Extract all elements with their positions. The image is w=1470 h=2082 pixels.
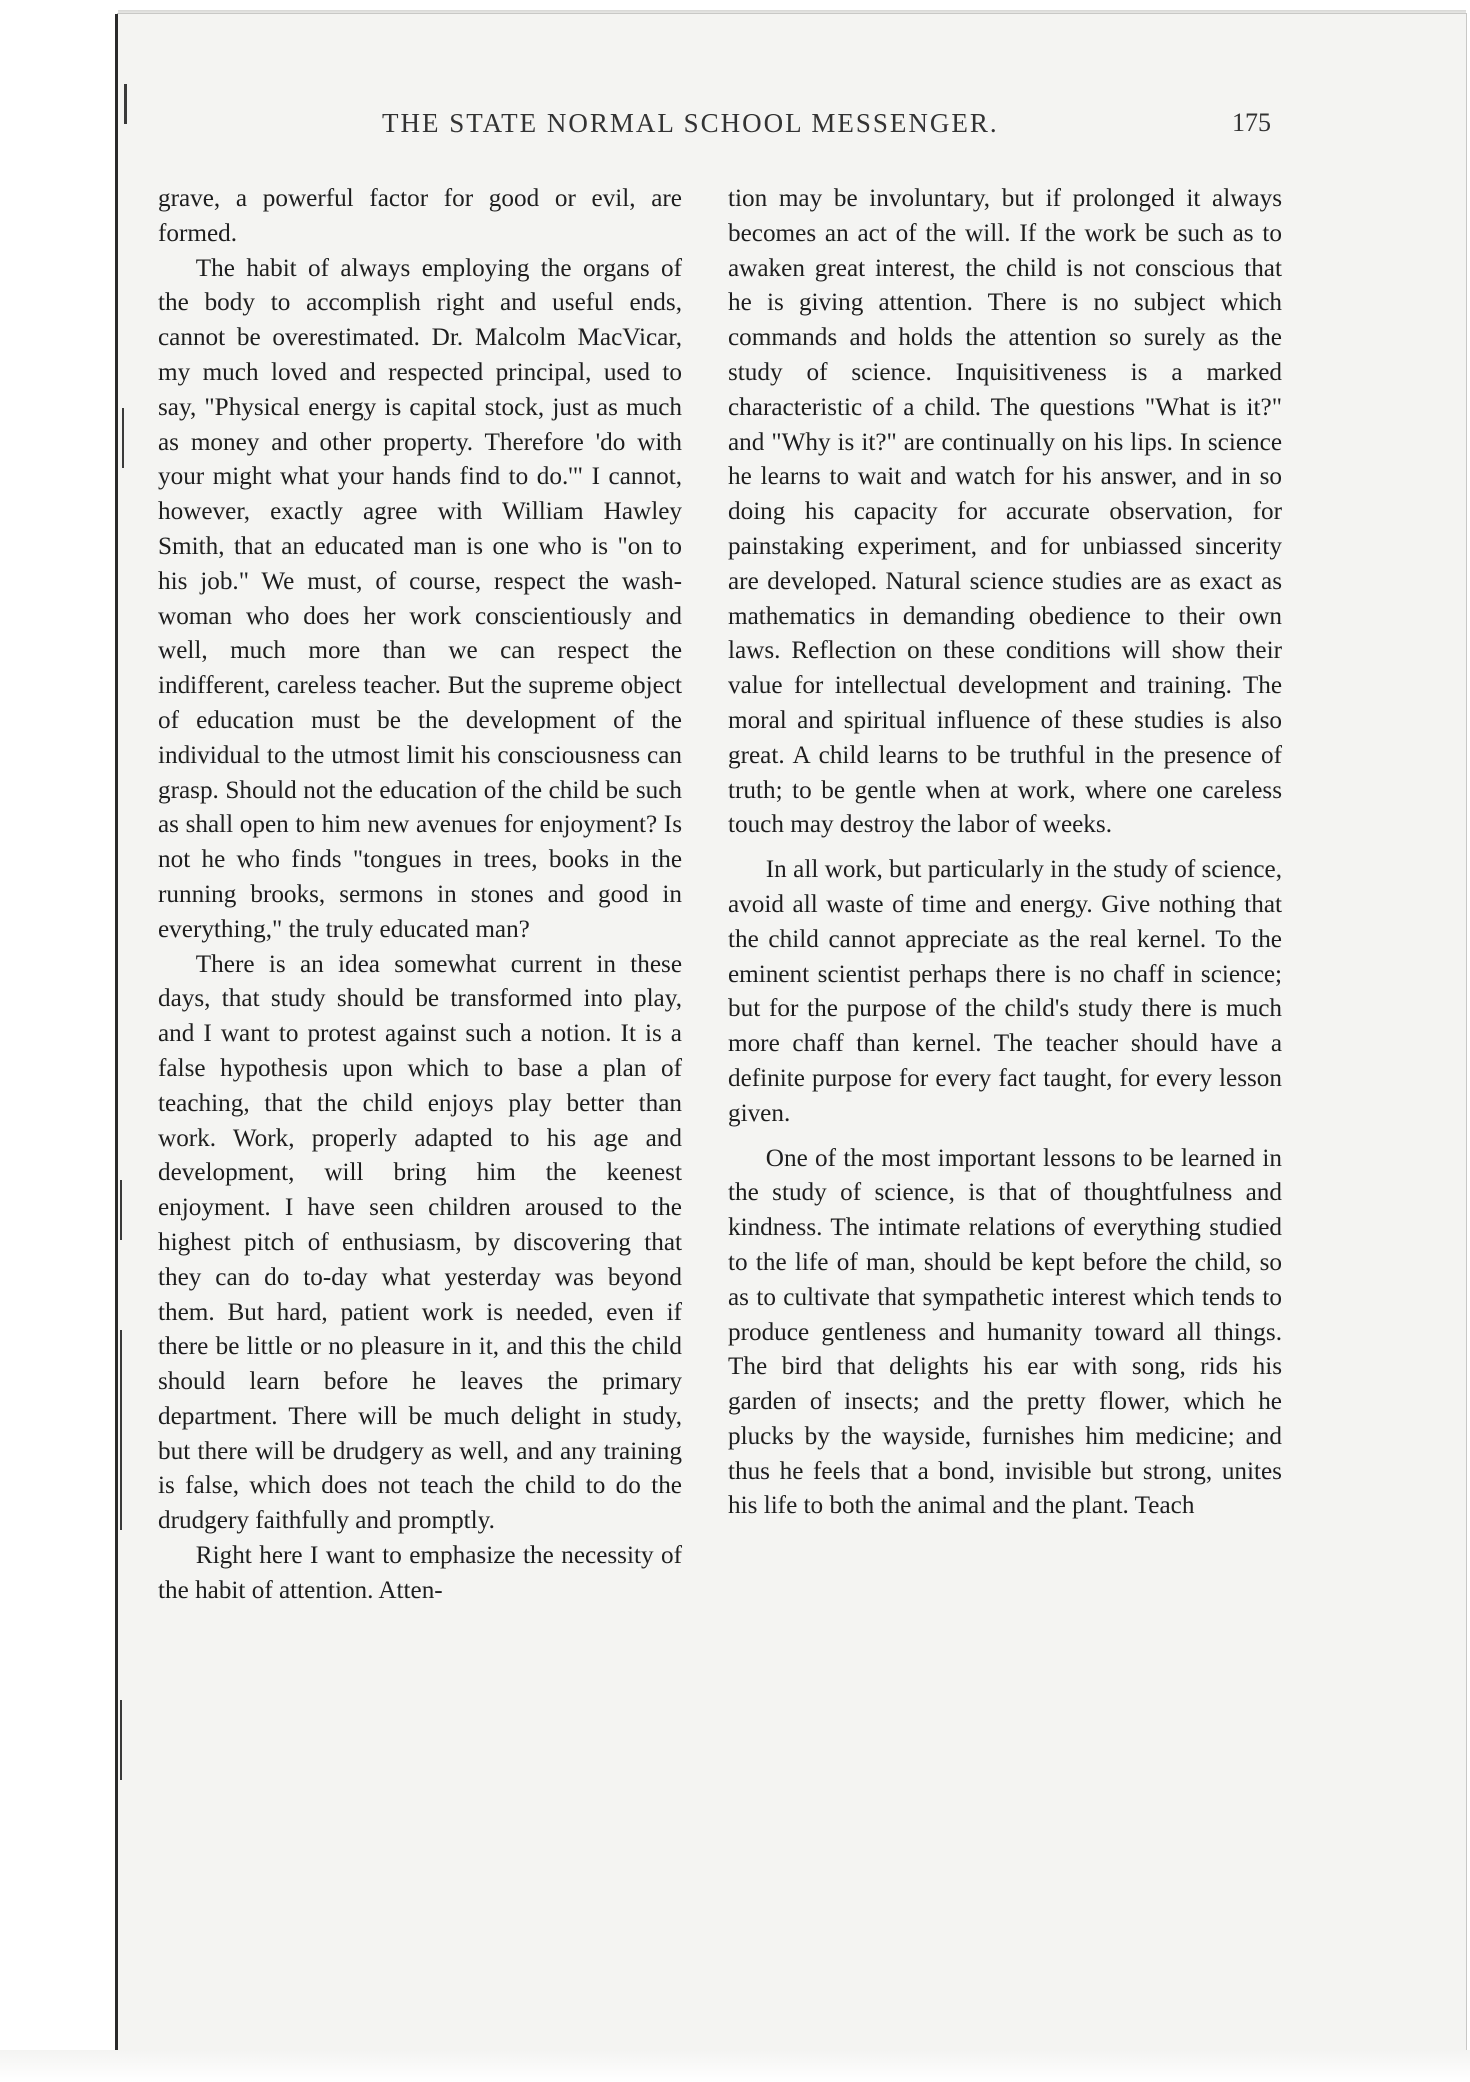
binding-mark [120, 1180, 122, 1240]
paragraph: In all work, but particularly in the study of science, avoid all waste of time and energy. Give nothing that the child cannot appreciate as the real kernel. To the eminent scientist perhaps there is no chaff in science; but for the purpose of the child's study there is much more chaff than kernel. The teacher should have a definite purpose for every fact taught, for every lesson given. [728, 856, 1282, 1127]
paragraph: There is an idea somewhat current in these days, that study should be transformed into play, and I want to protest against such a notion. It is a false hypothesis upon which to base a plan of teaching, that the child enjoys play better than work. Work, properly adapted to his age and development, will bring him the keenest enjoyment. I have seen children aroused to the highest pitch of enthusiasm, by discovering that they can do to-day what yesterday was beyond them. But hard, patient work is needed, even if there be little or no pleasure in it, and this the child should learn before he leaves the primary department. There will be much delight in study, but there will be drudgery as well, and any training is false, which does not teach the child to do the drudgery faithfully and promptly. [158, 950, 682, 1535]
page-bottom-edge [0, 2050, 1470, 2082]
left-column [158, 182, 682, 1609]
paragraph: Right here I want to emphasize the necessity of the habit of attention. Atten- [158, 1542, 682, 1604]
paragraph: One of the most important lessons to be learned in the study of science, is that of thoughtfulness and kindness. The intimate relations of everything studied to the life of man, should be kept before the child, so as to cultivate that sympathetic interest which tends to produce gentleness and humanity toward all things. The bird that delights his ear with song, rids his garden of insects; and the pretty flower, which he plucks by the wayside, furnishes him medicine; and thus he feels that a bond, invisible but strong, unites his life to both the animal and the plant. Teach [728, 1144, 1282, 1520]
running-title: THE STATE NORMAL SCHOOL MESSENGER. [382, 108, 999, 138]
right-column [728, 182, 1282, 1524]
page-number: 175 [1232, 108, 1271, 137]
paragraph: grave, a powerful factor for good or evil, are formed. [158, 185, 682, 247]
binding-mark [120, 1330, 122, 1530]
paragraph: The habit of always employing the organs of the body to accomplish right and useful ends, cannot be overestimated. Dr. Malcolm MacVicar, my much loved and respected principal, used to say, "Physical energy is capital stock, just as much as money and other property. Therefore 'do with your might what your hands find to do.'" I cannot, however, exactly agree with William Hawley Smith, that an educated man is one who is "on to his job." We must, of course, respect the wash-woman who does her work conscientiously and well, much more than we can respect the indifferent, careless teacher. But the supreme object of education must be the development of the individual to the utmost limit his consciousness can grasp. Should not the education of the child be such as shall open to him new avenues for enjoyment? Is not he who finds "tongues in trees, books in the running brooks, sermons in stones and good in everything," the truly educated man? [158, 254, 682, 943]
paragraph: tion may be involuntary, but if prolonged it always becomes an act of the will. If the work be such as to awaken great interest, the child is not conscious that he is giving attention. There is no subject which commands and holds the attention so surely as the study of science. Inquisitiveness is a marked characteristic of a child. The questions "What is it?" and "Why is it?" are continually on his lips. In science he learns to wait and watch for his answer, and in so doing his capacity for accurate observation, for painstaking experiment, and for unbiassed sincerity are developed. Natural science studies are as exact as mathematics in demanding obedience to their own laws. Reflection on these conditions will show their value for intellectual development and training. The moral and spiritual influence of these studies is also great. A child learns to be truthful in the presence of truth; to be gentle when at work, where one careless touch may destroy the labor of weeks. [728, 185, 1282, 839]
binding-mark [124, 84, 127, 124]
binding-mark [120, 1700, 122, 1780]
binding-mark [122, 408, 124, 468]
